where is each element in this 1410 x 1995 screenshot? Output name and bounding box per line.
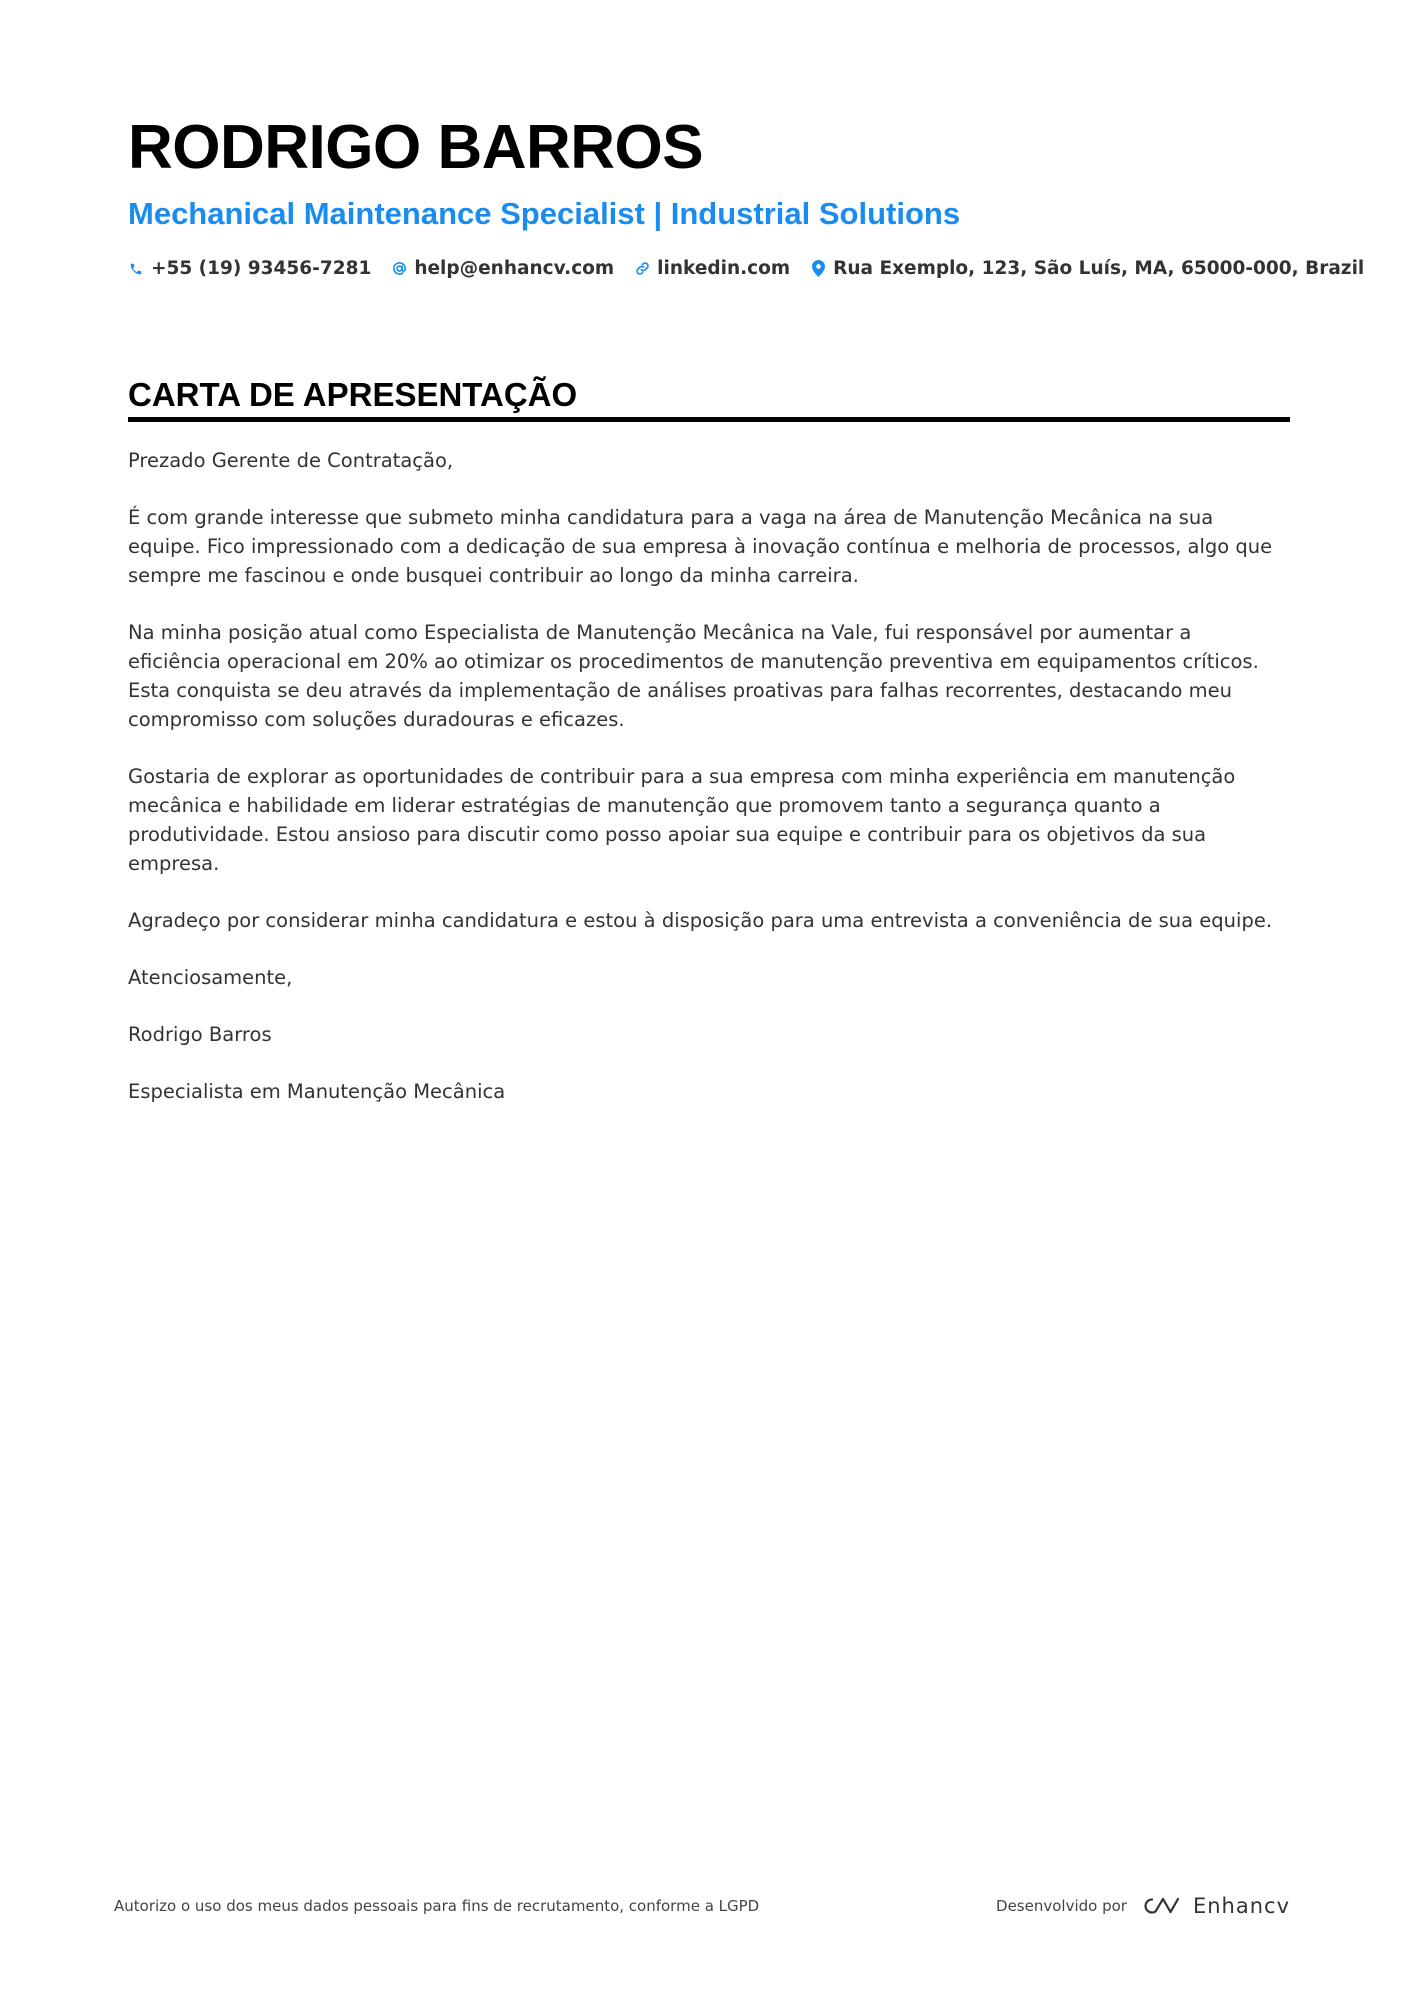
candidate-name: RODRIGO BARROS [128, 113, 704, 182]
powered-by-label: Desenvolvido por [996, 1897, 1127, 1915]
location-pin-icon [810, 260, 826, 278]
contact-phone-text: +55 (19) 93456-7281 [151, 258, 372, 279]
brand-name: Enhancv [1192, 1894, 1290, 1918]
letter-greeting: Prezado Gerente de Contratação, [128, 449, 454, 472]
section-heading: CARTA DE APRESENTAÇÃO [128, 375, 1290, 422]
letter-paragraph: É com grande interesse que submeto minha candidatura para a vaga na área de Manutenção Mecânica na sua equipe. Fico impressionado com a dedicação de sua empresa à inovação contínua e melhoria de processos, algo que sempre me fascinou e onde busquei contribuir ao longo da minha carreira. [128, 506, 1273, 587]
letter-paragraph: Na minha posição atual como Especialista de Manutenção Mecânica na Vale, fui responsável por aumentar a eficiência operacional em 20% ao otimizar os procedimentos de manutenção preventiva em equipamentos críticos. Esta conquista se deu através da implementação de análises proativas para falhas recorrentes, destacando meu compromisso com soluções duradouras e eficazes. [128, 621, 1259, 731]
candidate-title: Mechanical Maintenance Specialist | Industrial Solutions [128, 196, 961, 231]
link-icon [634, 260, 650, 278]
contact-address-text: Rua Exemplo, 123, São Luís, MA, 65000-000, Brazil [833, 258, 1365, 279]
contact-linkedin-text[interactable]: linkedin.com [657, 258, 791, 279]
letter-signature-name: Rodrigo Barros [128, 1023, 272, 1046]
letter-paragraph: Agradeço por considerar minha candidatura e estou à disposição para uma entrevista a conveniência de sua equipe. [128, 909, 1273, 932]
contact-linkedin[interactable] [634, 258, 790, 279]
powered-by[interactable] [996, 1890, 1290, 1922]
at-icon [391, 260, 407, 278]
contact-address [810, 258, 1364, 279]
enhancv-logo-icon[interactable] [1139, 1894, 1290, 1918]
contact-phone [128, 258, 371, 279]
consent-note: Autorizo o uso dos meus dados pessoais para fins de recrutamento, conforme a LGPD [114, 1897, 760, 1915]
letter-body [128, 446, 1290, 1106]
cover-letter [128, 112, 1365, 1134]
letter-signature-title: Especialista em Manutenção Mecânica [128, 1080, 506, 1103]
contact-bar [128, 258, 1365, 279]
letter-paragraph: Gostaria de explorar as oportunidades de contribuir para a sua empresa com minha experiência em manutenção mecânica e habilidade em liderar estratégias de manutenção que promovem tanto a segurança quanto a produtividade. Estou ansioso para discutir como posso apoiar sua equipe e contribuir para os objetivos da sua empresa. [128, 765, 1236, 875]
page-footer [114, 1890, 1290, 1922]
contact-email[interactable] [391, 258, 614, 279]
phone-icon [128, 260, 144, 278]
letter-closing: Atenciosamente, [128, 966, 293, 989]
contact-email-text[interactable]: help@enhancv.com [414, 258, 615, 279]
